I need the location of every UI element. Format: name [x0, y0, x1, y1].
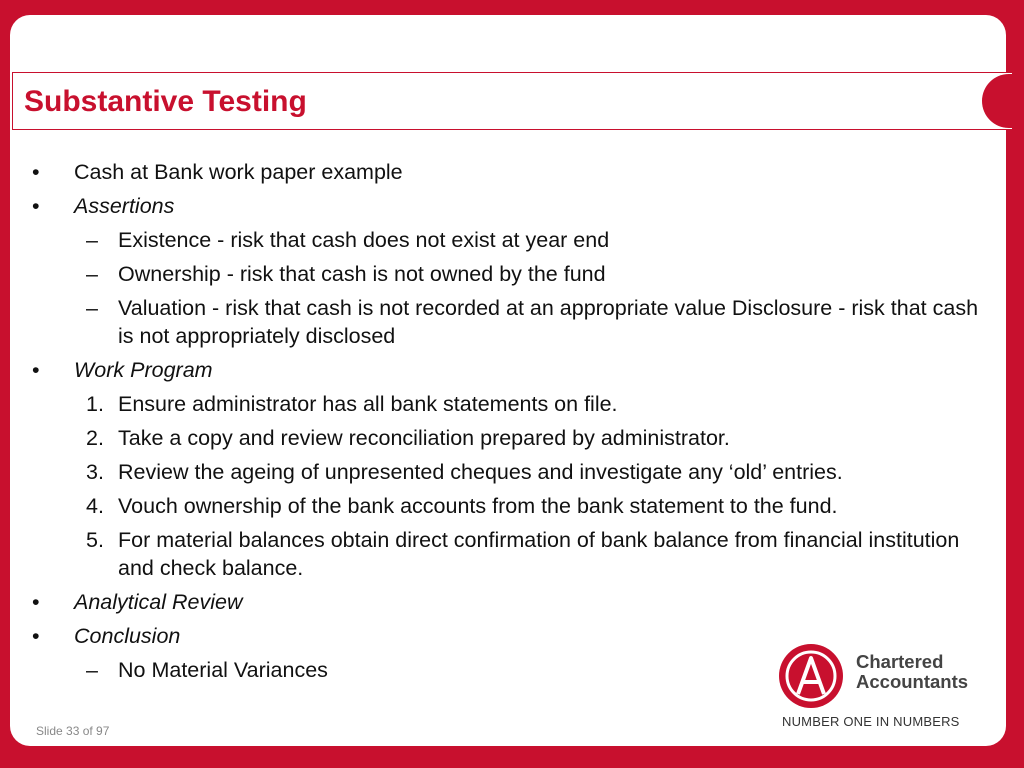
sub-bullet-text: Valuation - risk that cash is not recorded at an appropriate value Disclosure - risk that cash is not appropriately disclosed — [118, 296, 979, 348]
numbered-text: For material balances obtain direct confirmation of bank balance from financial institution and check balance. — [118, 528, 960, 580]
sub-bullet-item — [28, 260, 988, 288]
numbered-text: Review the ageing of unpresented cheques and investigate any ‘old’ entries. — [118, 460, 843, 484]
bullet-item — [28, 356, 988, 384]
number-marker: 1. — [86, 392, 104, 416]
slide-body — [28, 158, 988, 690]
bullet-text: Assertions — [74, 194, 175, 218]
sub-bullet-item — [28, 226, 988, 254]
numbered-item — [28, 492, 988, 520]
numbered-text: Ensure administrator has all bank statements on file. — [118, 392, 618, 416]
logo-name-line1: Chartered — [856, 651, 944, 672]
sub-bullet-text: Existence - risk that cash does not exist at year end — [118, 228, 610, 252]
sub-bullet-text: Ownership - risk that cash is not owned by the fund — [118, 262, 606, 286]
logo-tagline: NUMBER ONE IN NUMBERS — [782, 714, 960, 729]
numbered-item — [28, 390, 988, 418]
numbered-text: Vouch ownership of the bank accounts from the bank statement to the fund. — [118, 494, 838, 518]
dash-marker: – — [86, 296, 98, 320]
slide-counter: Slide 33 of 97 — [36, 724, 110, 738]
bullet-text: Conclusion — [74, 624, 181, 648]
numbered-item — [28, 424, 988, 452]
logo-name-line2: Accountants — [856, 671, 969, 692]
numbered-item — [28, 458, 988, 486]
sub-bullet-item — [28, 294, 988, 350]
number-marker: 2. — [86, 426, 104, 450]
bullet-item — [28, 158, 988, 186]
numbered-text: Take a copy and review reconciliation prepared by administrator. — [118, 426, 730, 450]
logo-name — [856, 652, 968, 692]
bullet-text: Work Program — [74, 358, 213, 382]
dash-marker: – — [86, 228, 98, 252]
number-marker: 3. — [86, 460, 104, 484]
bullet-marker: • — [32, 590, 40, 614]
bullet-marker: • — [32, 624, 40, 648]
number-marker: 5. — [86, 528, 104, 552]
bullet-marker: • — [32, 358, 40, 382]
sub-bullet-text: No Material Variances — [118, 658, 328, 682]
slide-title: Substantive Testing — [24, 85, 307, 118]
bullet-text: Cash at Bank work paper example — [74, 160, 403, 184]
numbered-item — [28, 526, 988, 582]
dash-marker: – — [86, 262, 98, 286]
bullet-item — [28, 192, 988, 220]
dash-marker: – — [86, 658, 98, 682]
number-marker: 4. — [86, 494, 104, 518]
bullet-text: Analytical Review — [74, 590, 243, 614]
bullet-marker: • — [32, 194, 40, 218]
bullet-item — [28, 588, 988, 616]
bullet-marker: • — [32, 160, 40, 184]
